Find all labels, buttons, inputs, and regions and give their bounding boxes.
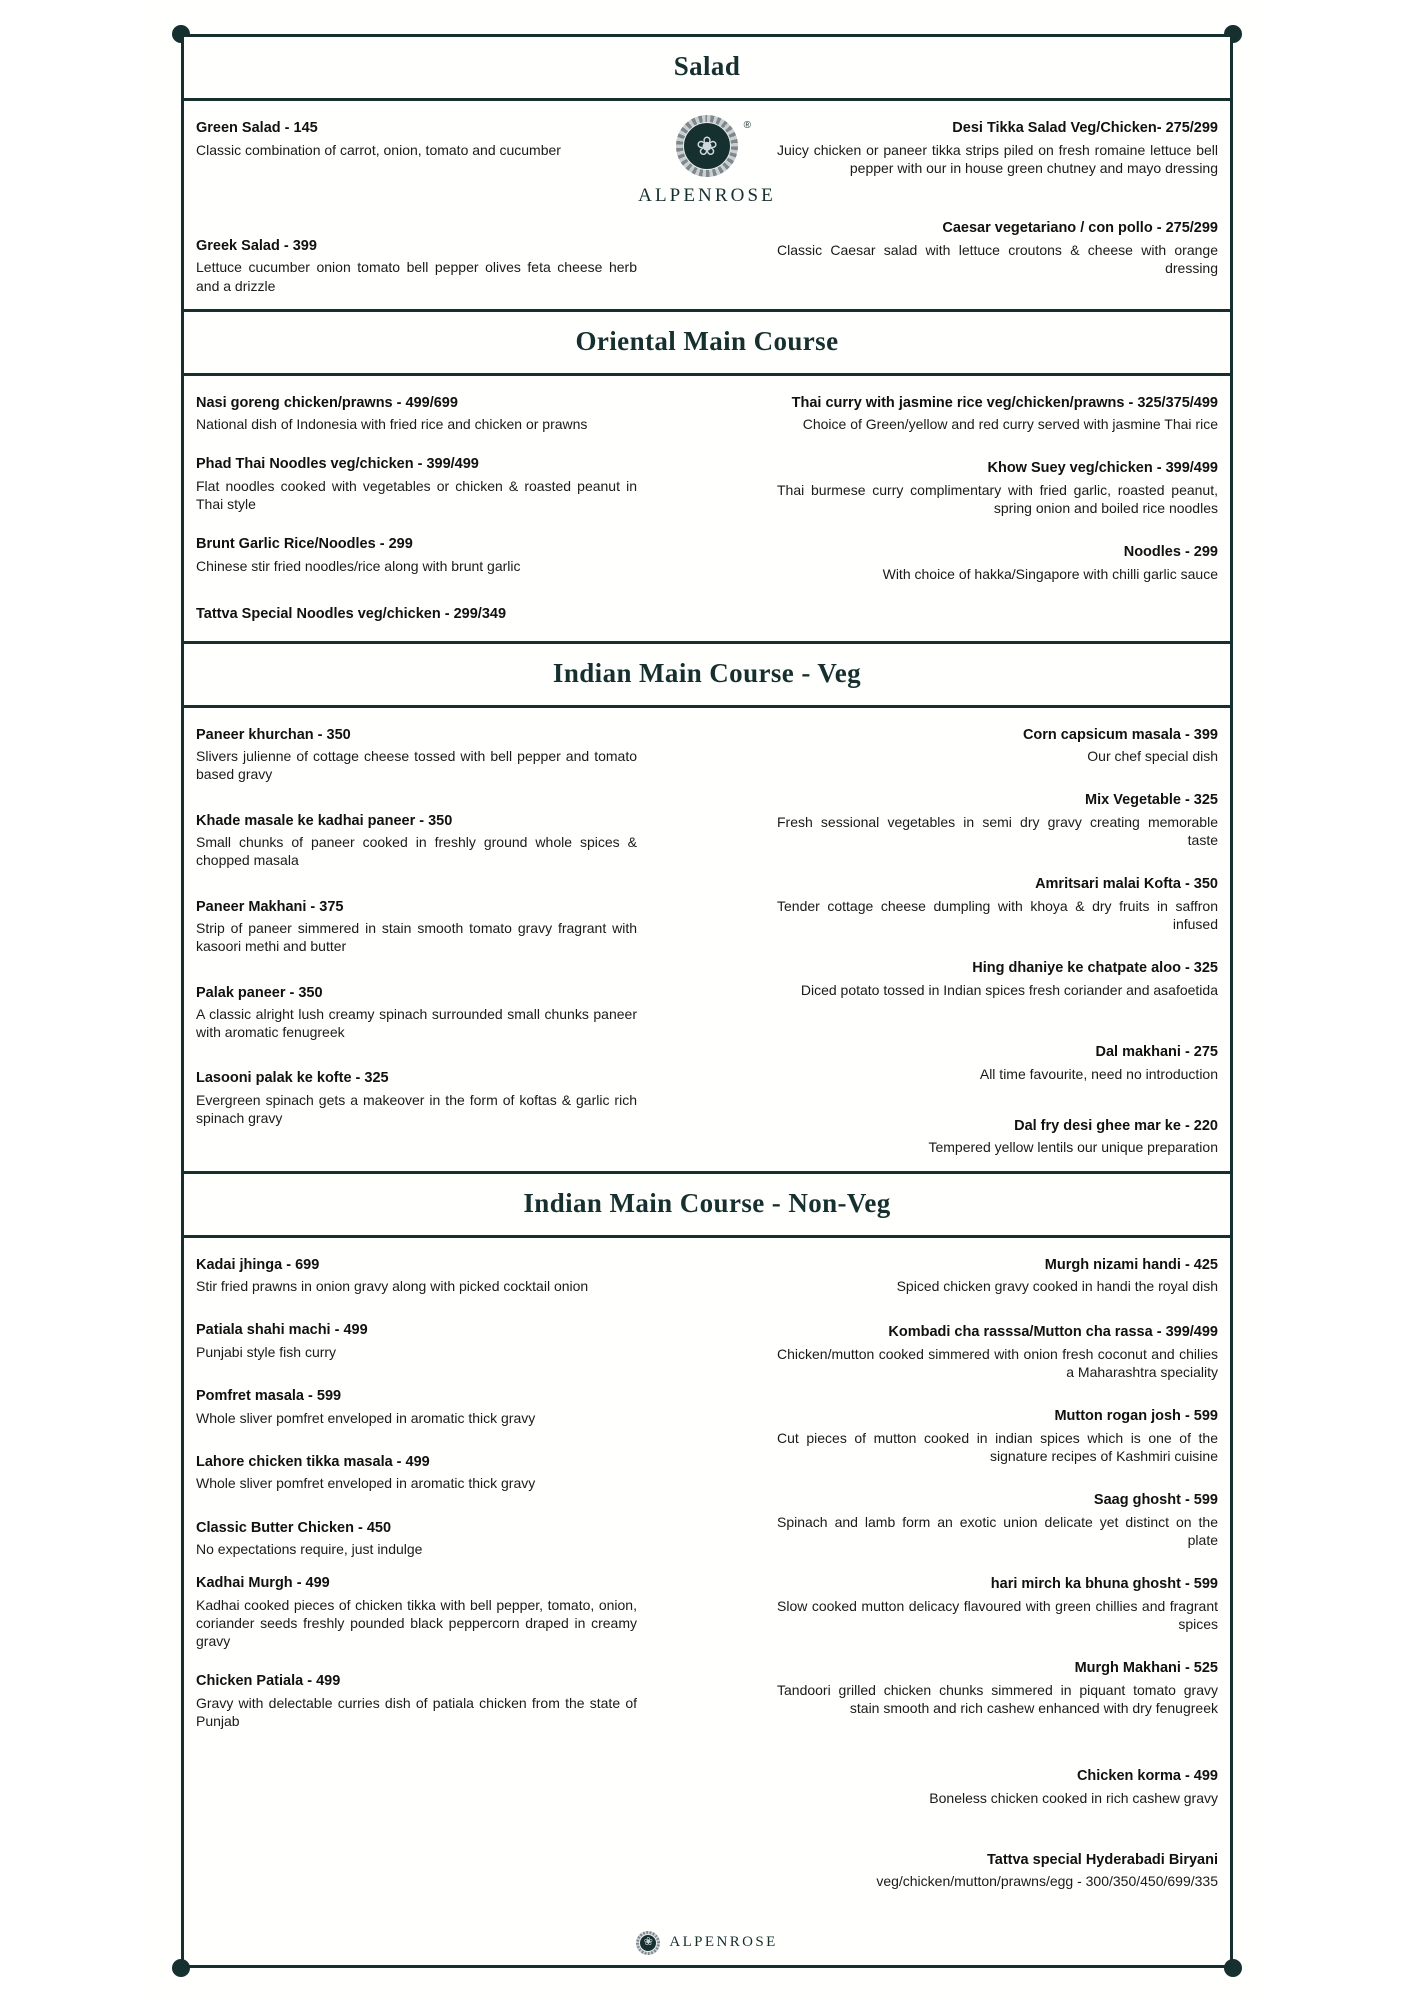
menu-item: [777, 1659, 1218, 1717]
menu-item-description: Chinese stir fried noodles/rice along with brunt garlic: [196, 557, 521, 574]
menu-item: [196, 812, 637, 870]
menu-item-description: Slivers julienne of cottage cheese tossed with bell pepper and tomato based gravy: [196, 748, 637, 783]
section-indian-nonveg-right-column: [707, 1256, 1218, 1891]
section-header-indian-main-course-veg: [184, 641, 1230, 708]
menu-item-description: Gravy with delectable curries dish of patiala chicken from the state of Punjab: [196, 1695, 637, 1730]
section-title: Salad: [673, 51, 741, 81]
menu-item-name: Mix Vegetable - 325: [1085, 792, 1218, 809]
menu-item-name: Lasooni palak ke kofte - 325: [196, 1070, 389, 1087]
menu-item: [196, 119, 637, 159]
menu-item-name: Greek Salad - 399: [196, 237, 317, 254]
menu-item-name: Amritsari malai Kofta - 350: [1035, 876, 1218, 893]
footer-brand: [184, 1905, 1230, 1965]
menu-item-name: Phad Thai Noodles veg/chicken - 399/499: [196, 456, 479, 473]
section-title: Oriental Main Course: [575, 325, 839, 356]
menu-item-description: Tempered yellow lentils our unique preparation: [928, 1139, 1218, 1156]
menu-item: [777, 1767, 1218, 1807]
menu-item-description: Slow cooked mutton delicacy flavoured with green chillies and fragrant spices: [777, 1597, 1218, 1632]
section-body-indian-main-course-veg: [184, 708, 1230, 1171]
menu-item-description: Lettuce cucumber onion tomato bell pepper olives feta cheese herb and a drizzle: [196, 259, 637, 294]
section-indian-veg-right-column: [707, 726, 1218, 1157]
rose-glyph-icon: ❀: [643, 1936, 653, 1948]
menu-item-description: Kadhai cooked pieces of chicken tikka with bell pepper, tomato, onion, coriander seeds freshly pounded black peppercorn draped in creamy gravy: [196, 1596, 637, 1650]
section-title: Indian Main Course - Veg: [552, 657, 862, 688]
menu-item-name: Chicken Patiala - 499: [196, 1673, 341, 1690]
menu-item-description: Tender cottage cheese dumpling with khoya & dry fruits in saffron infused: [777, 897, 1218, 933]
section-title: Indian Main Course - Non-Veg: [523, 1187, 891, 1218]
menu-item-name: Lahore chicken tikka masala - 499: [196, 1453, 430, 1470]
menu-item-description: Choice of Green/yellow and red curry served with jasmine Thai rice: [802, 416, 1218, 433]
menu-item: [777, 1851, 1218, 1891]
menu-item-description: Punjabi style fish curry: [196, 1343, 337, 1360]
menu-item-name: Saag ghosht - 599: [1093, 1492, 1218, 1509]
brand-wordmark: ALPENROSE: [638, 185, 776, 206]
rose-glyph-icon: ❀: [696, 131, 718, 161]
menu-item-description: veg/chicken/mutton/prawns/egg - 300/350/450/699/335: [876, 1873, 1218, 1890]
menu-item-name: Paneer Makhani - 375: [196, 898, 344, 915]
section-indian-veg-left-column: [196, 726, 707, 1128]
menu-item-description: Whole sliver pomfret enveloped in aromatic thick gravy: [196, 1409, 536, 1426]
menu-item: [777, 959, 1218, 999]
menu-item: [777, 791, 1218, 849]
menu-item-name: Caesar vegetariano / con pollo - 275/299: [942, 219, 1218, 236]
menu-item: [777, 1407, 1218, 1465]
menu-item: [777, 1323, 1218, 1381]
menu-item-name: Desi Tikka Salad Veg/Chicken- 275/299: [952, 120, 1218, 136]
menu-item-name: Classic Butter Chicken - 450: [196, 1519, 392, 1536]
menu-item-name: Murgh nizami handi - 425: [1044, 1256, 1218, 1273]
menu-item-description: Spinach and lamb form an exotic union delicate yet distinct on the plate: [777, 1513, 1218, 1548]
menu-item-description: Classic Caesar salad with lettuce croutons & cheese with orange dressing: [777, 241, 1218, 276]
brand-logo: [612, 115, 802, 207]
menu-item-name: Noodles - 299: [1123, 544, 1218, 561]
menu-item-description: Spiced chicken gravy cooked in handi the royal dish: [896, 1278, 1218, 1295]
menu-item-description: Our chef special dish: [1087, 748, 1218, 765]
menu-item-name: Nasi goreng chicken/prawns - 499/699: [196, 394, 458, 411]
rose-emblem-icon: [676, 115, 751, 177]
registered-mark: ®: [743, 120, 751, 131]
menu-item-name: Patiala shahi machi - 499: [196, 1322, 368, 1339]
section-header-salad: [184, 37, 1230, 101]
menu-item: [196, 1321, 637, 1361]
menu-item: [196, 726, 637, 784]
menu-item-name: hari mirch ka bhuna ghosht - 599: [990, 1576, 1218, 1593]
menu-item: [777, 726, 1218, 766]
menu-item-description: Juicy chicken or paneer tikka strips piled on fresh romaine lettuce bell pepper with our in house green chutney and mayo dressing: [777, 141, 1218, 176]
menu-item-description: Classic combination of carrot, onion, tomato and cucumber: [196, 141, 561, 158]
menu-item-name: Kombadi cha rasssa/Mutton cha rassa - 399/499: [888, 1324, 1218, 1341]
menu-item-name: Green Salad - 145: [196, 120, 318, 136]
section-body-oriental-main-course: [184, 376, 1230, 641]
menu-item-name: Dal makhani - 275: [1095, 1044, 1218, 1061]
menu-item-name: Murgh Makhani - 525: [1074, 1660, 1218, 1677]
menu-item-name: Corn capsicum masala - 399: [1022, 726, 1218, 743]
menu-page: [147, 0, 1267, 2002]
menu-item-name: Tattva special Hyderabadi Biryani: [986, 1851, 1218, 1868]
menu-item: [777, 1256, 1218, 1296]
menu-item-description: Whole sliver pomfret enveloped in aromatic thick gravy: [196, 1475, 536, 1492]
menu-item: [196, 455, 637, 513]
menu-item-description: Small chunks of paneer cooked in freshly ground whole spices & chopped masala: [196, 834, 637, 869]
menu-item-description: No expectations require, just indulge: [196, 1541, 423, 1558]
footer-wordmark: ALPENROSE: [669, 1934, 778, 1950]
menu-item: [777, 119, 1218, 177]
section-header-indian-main-course-non-veg: [184, 1171, 1230, 1238]
menu-item: [196, 1574, 637, 1650]
menu-item: [777, 1117, 1218, 1157]
menu-item: [196, 1387, 637, 1427]
menu-item-description: Thai burmese curry complimentary with fried garlic, roasted peanut, spring onion and boiled rice noodles: [777, 482, 1218, 517]
menu-item: [196, 394, 637, 434]
menu-item-name: Thai curry with jasmine rice veg/chicken/prawns - 325/375/499: [791, 394, 1218, 411]
menu-item: [777, 459, 1218, 517]
menu-item: [196, 605, 637, 625]
menu-item-name: Dal fry desi ghee mar ke - 220: [1014, 1117, 1218, 1134]
menu-item-description: Boneless chicken cooked in rich cashew gravy: [929, 1789, 1218, 1806]
menu-item-description: Chicken/mutton cooked simmered with onion fresh coconut and chilies a Maharashtra speciality: [777, 1345, 1218, 1381]
menu-content: [147, 0, 1267, 2002]
menu-item-name: Pomfret masala - 599: [196, 1388, 342, 1405]
menu-item-name: Tattva Special Noodles veg/chicken - 299/349: [196, 606, 507, 623]
section-indian-nonveg-left-column: [196, 1256, 707, 1731]
menu-item: [196, 1256, 637, 1296]
menu-item-description: National dish of Indonesia with fried rice and chicken or prawns: [196, 416, 588, 433]
menu-item-name: Chicken korma - 499: [1076, 1768, 1218, 1784]
menu-item-name: Mutton rogan josh - 599: [1054, 1408, 1218, 1425]
rose-emblem-icon: [636, 1931, 660, 1955]
menu-item: [777, 1575, 1218, 1633]
menu-item: [777, 1043, 1218, 1083]
menu-item-description: All time favourite, need no introduction: [979, 1065, 1218, 1082]
menu-item-description: Tandoori grilled chicken chunks simmered in piquant tomato gravy stain smooth and rich cashew enhanced with dry fenugreek: [777, 1681, 1218, 1716]
menu-item: [196, 1519, 637, 1559]
menu-item-description: Flat noodles cooked with vegetables or chicken & roasted peanut in Thai style: [196, 478, 637, 513]
menu-item: [777, 1491, 1218, 1549]
menu-item-description: Stir fried prawns in onion gravy along with picked cocktail onion: [196, 1278, 589, 1295]
menu-item-description: Fresh sessional vegetables in semi dry gravy creating memorable taste: [777, 814, 1218, 849]
menu-item: [777, 219, 1218, 277]
menu-item-name: Khow Suey veg/chicken - 399/499: [987, 460, 1218, 477]
section-header-oriental-main-course: [184, 309, 1230, 376]
menu-item-name: Paneer khurchan - 350: [196, 726, 351, 743]
menu-item: [777, 394, 1218, 434]
menu-item: [777, 875, 1218, 933]
menu-item-name: Khade masale ke kadhai paneer - 350: [196, 812, 453, 829]
menu-item: [196, 1672, 637, 1730]
menu-item: [777, 543, 1218, 583]
menu-item-name: Brunt Garlic Rice/Noodles - 299: [196, 536, 413, 553]
menu-item: [196, 1453, 637, 1493]
menu-item-description: Evergreen spinach gets a makeover in the form of koftas & garlic rich spinach gravy: [196, 1092, 637, 1127]
section-oriental-right-column: [707, 394, 1218, 583]
menu-item-description: A classic alright lush creamy spinach surrounded small chunks paneer with aromatic fenugreek: [196, 1006, 637, 1041]
menu-item-description: With choice of hakka/Singapore with chilli garlic sauce: [882, 565, 1218, 582]
menu-item-description: Cut pieces of mutton cooked in indian spices which is one of the signature recipes of Kashmiri cuisine: [777, 1429, 1218, 1464]
menu-item-name: Palak paneer - 350: [196, 984, 323, 1001]
menu-item-name: Hing dhaniye ke chatpate aloo - 325: [972, 960, 1218, 977]
menu-item-description: Diced potato tossed in Indian spices fresh coriander and asafoetida: [800, 981, 1218, 998]
menu-item: [196, 1069, 637, 1127]
menu-item: [196, 898, 637, 956]
menu-item: [196, 535, 637, 575]
menu-item: [196, 984, 637, 1042]
section-body-indian-main-course-non-veg: [184, 1238, 1230, 1905]
menu-item-description: Strip of paneer simmered in stain smooth tomato gravy fragrant with kasoori methi and butter: [196, 920, 637, 955]
menu-item: [196, 237, 637, 295]
menu-item-name: Kadhai Murgh - 499: [196, 1575, 330, 1592]
menu-item-name: Kadai jhinga - 699: [196, 1256, 320, 1273]
section-body-salad: [184, 101, 1230, 309]
section-oriental-left-column: [196, 394, 707, 627]
